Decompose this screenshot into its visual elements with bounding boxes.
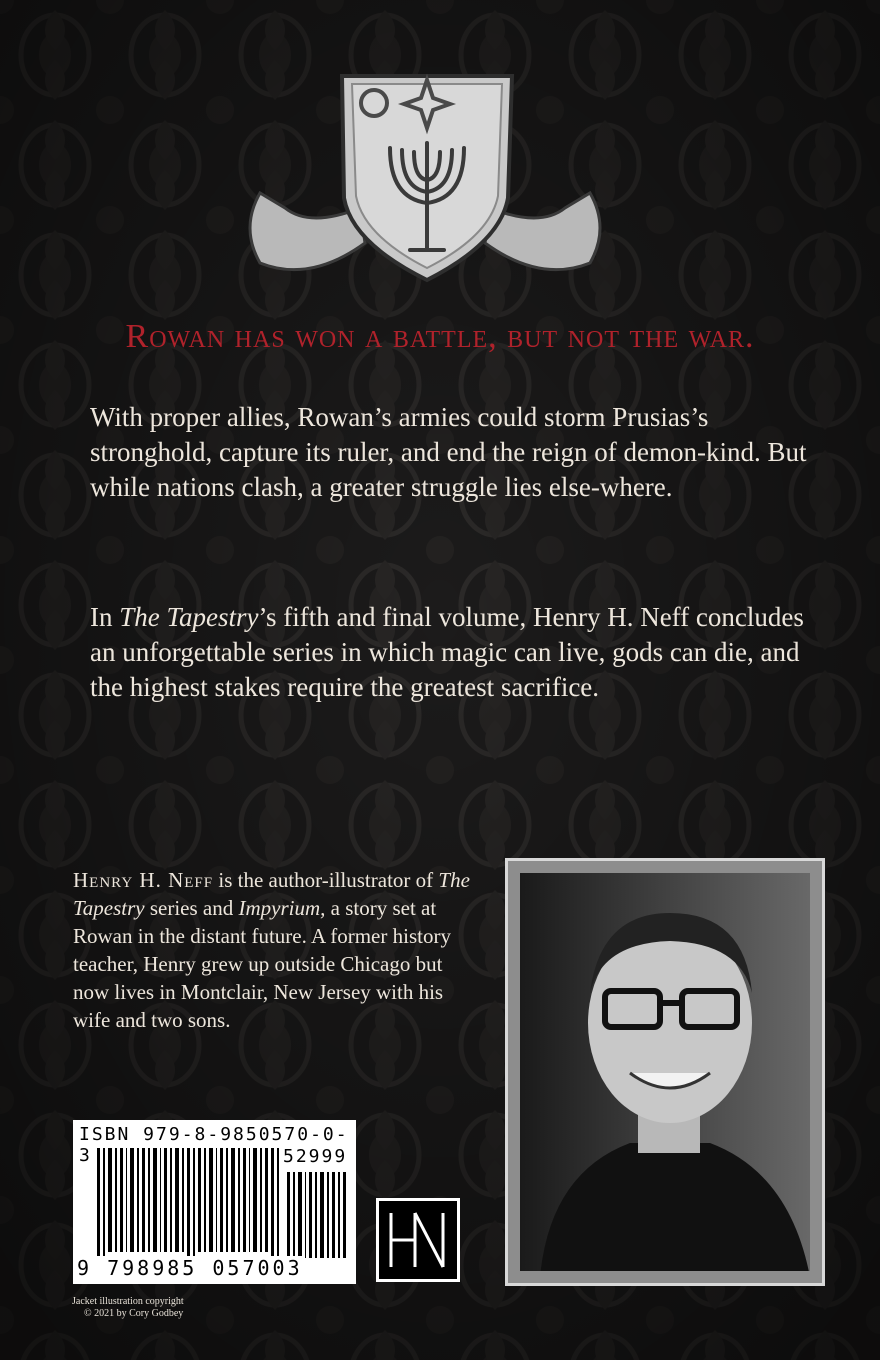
hn-logo-glyph <box>379 1201 457 1279</box>
paragraph2-after: ’s fifth and final volume, Henry H. Neff concludes an unforgettable series in which magic can live, gods can die, and the highest stakes require the greatest sacrifice. <box>90 602 804 702</box>
credit-line-2: © 2021 by Cory Godbey <box>84 1308 184 1319</box>
bio-part-1: is the author-illustrator of <box>213 868 439 892</box>
isbn-text: ISBN 979-8-9850570-0-3 <box>79 1124 349 1166</box>
price-code: 52999 <box>283 1146 348 1167</box>
isbn-barcode <box>73 1120 356 1284</box>
paragraph2-before: In <box>90 602 120 632</box>
bio-part-3: a story set at Rowan in the distant future. A former history teacher, Henry grew up outside Chicago but now lives in Montclair, New Jersey with his wife and two sons. <box>73 896 451 1032</box>
author-name: Henry H. Neff <box>73 868 214 892</box>
ean-number: 9 798985 057003 <box>77 1256 303 1280</box>
author-photo <box>520 873 810 1271</box>
author-bio <box>73 866 473 1034</box>
bio-part-2: series and <box>144 896 239 920</box>
synopsis-paragraph-1: With proper allies, Rowan’s armies could storm Prusias’s stronghold, capture its ruler, and end the reign of demon-kind. But while nations clash, a greater struggle lies else-where. <box>90 402 807 502</box>
series-title: The Tapestry <box>119 602 259 632</box>
jacket-credit <box>72 1296 272 1320</box>
bio-series-title: The Tapestry <box>73 868 470 920</box>
tagline: Rowan has won a battle, but not the war. <box>125 318 755 355</box>
shield-crest-icon <box>240 68 610 288</box>
synopsis-paragraph-2 <box>90 600 810 705</box>
author-photo-frame <box>505 858 825 1286</box>
bio-book-title: Impyrium, <box>238 896 326 920</box>
credit-line-1: Jacket illustration copyright <box>72 1296 184 1307</box>
author-portrait-icon <box>520 873 810 1271</box>
hn-monogram-icon <box>376 1198 460 1282</box>
